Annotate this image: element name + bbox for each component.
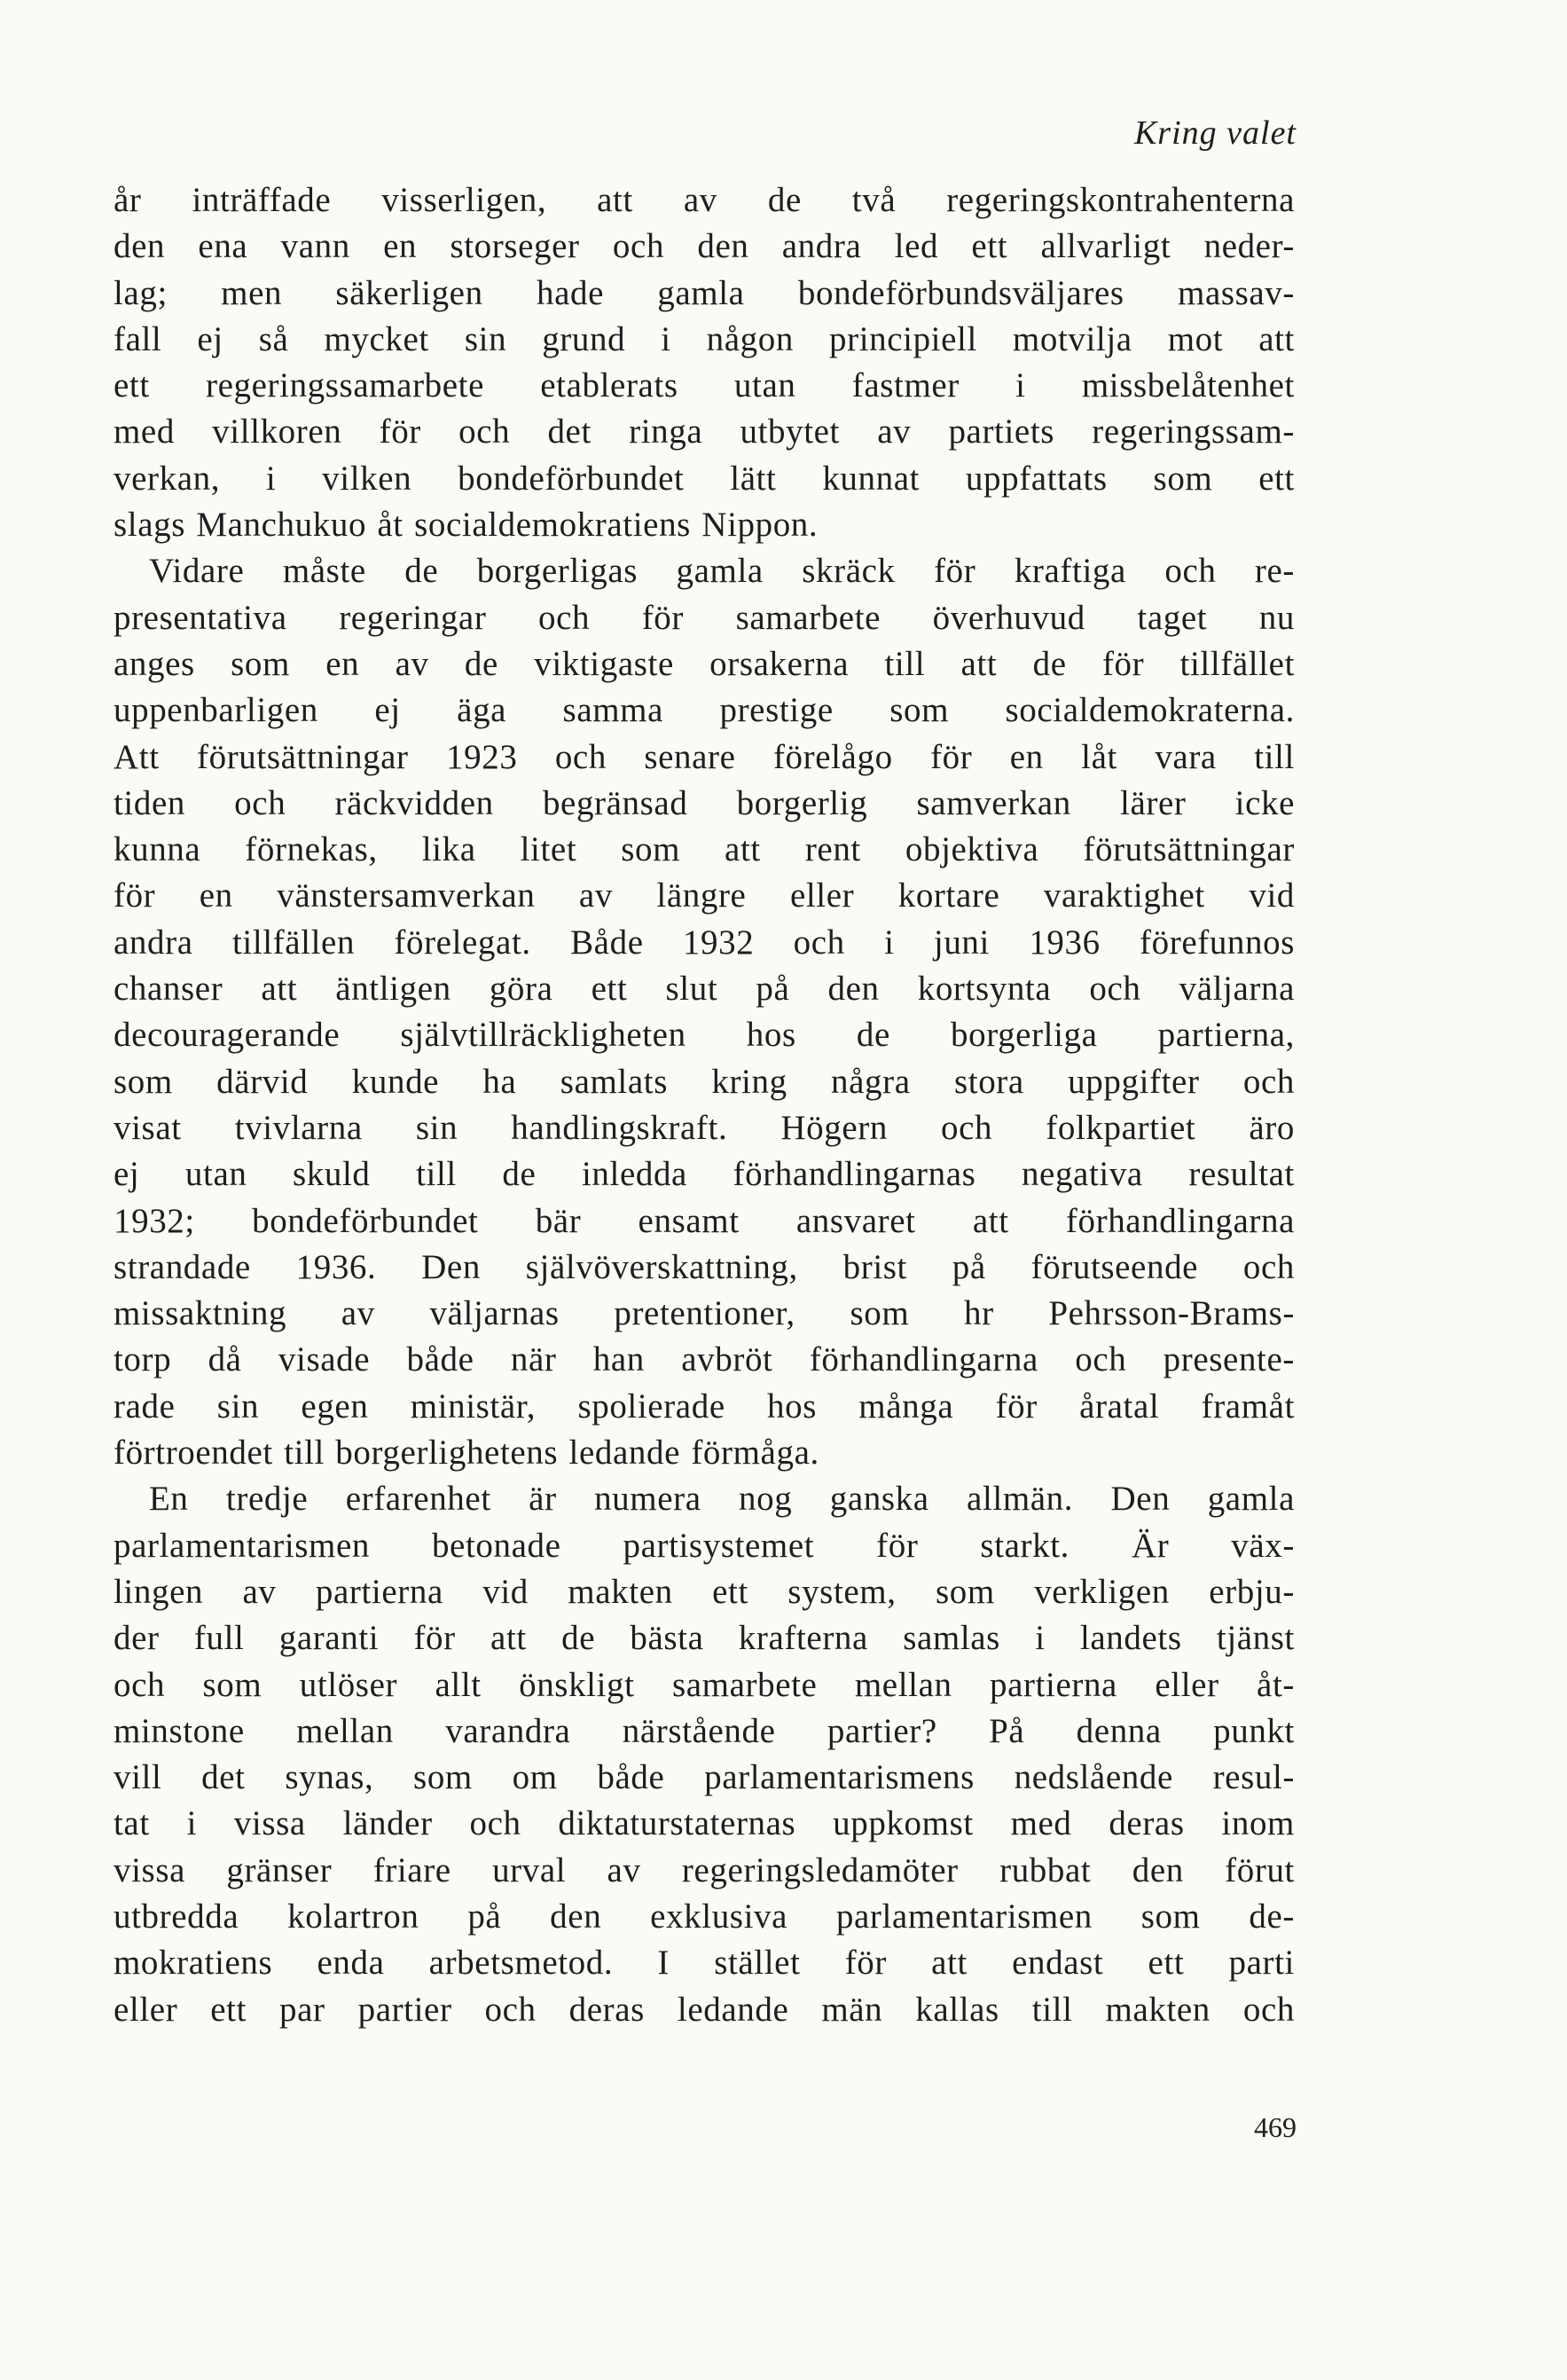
text-line: förtroendet till borgerlighetens ledande förmåga. [114, 1433, 819, 1473]
text-line: missaktning av väljarnas pretentioner, som hr Pehrsson-Brams- [114, 1294, 1295, 1333]
text-line: vissa gränser friare urval av regeringsledamöter rubbat den förut [114, 1850, 1295, 1889]
running-header: Kring valet [1133, 114, 1297, 152]
text-line: för en vänstersamverkan av längre eller kortare varaktighet vid [114, 876, 1295, 915]
text-line: verkan, i vilken bondeförbundet lätt kunnat uppfattats som ett [114, 459, 1295, 498]
text-line: chanser att äntligen göra ett slut på den kortsynta och väljarna [114, 970, 1295, 1009]
text-line: fall ej så mycket sin grund i någon principiell motvilja mot att [114, 319, 1295, 358]
text-line: anges som en av de viktigaste orsakerna till att de för tillfället [114, 644, 1295, 683]
text-line: parlamentarismen betonade partisystemet för starkt. Är väx- [114, 1526, 1295, 1565]
text-line: den ena vann en storseger och den andra led ett allvarligt neder- [114, 227, 1295, 266]
text-line: strandade 1936. Den självöverskattning, brist på förutseende och [114, 1247, 1295, 1286]
text-line: minstone mellan varandra närstående partier? På denna punkt [114, 1711, 1295, 1750]
text-line: utbredda kolartron på den exklusiva parlamentarismen som de- [114, 1897, 1295, 1936]
text-line: lag; men säkerligen hade gamla bondeförbundsväljares massav- [114, 273, 1295, 312]
page-number: 469 [1254, 2111, 1297, 2143]
paragraph [114, 1476, 1295, 2033]
text-line: 1932; bondeförbundet bär ensamt ansvaret att förhandlingarna [114, 1201, 1295, 1240]
text-line: En tredje erfarenhet är numera nog ganska allmän. Den gamla [149, 1480, 1295, 1519]
text-line: lingen av partierna vid makten ett system, som verkligen erbju- [114, 1572, 1295, 1611]
text-line: decouragerande självtillräckligheten hos de borgerliga partierna, [114, 1016, 1295, 1055]
body-text [114, 177, 1295, 2033]
text-line: mokratiens enda arbetsmetod. I stället för att endast ett parti [114, 1944, 1295, 1983]
text-line: ett regeringssamarbete etablerats utan fastmer i missbelåtenhet [114, 366, 1295, 405]
text-line: rade sin egen ministär, spolierade hos många för åratal framåt [114, 1386, 1295, 1426]
text-line: torp då visade både när han avbröt förhandlingarna och presente- [114, 1340, 1295, 1379]
paragraph [114, 548, 1295, 1476]
text-line: tiden och räckvidden begränsad borgerlig samverkan lärer icke [114, 783, 1295, 822]
text-line: tat i vissa länder och diktaturstaternas uppkomst med deras inom [114, 1804, 1295, 1843]
text-line: presentativa regeringar och för samarbete överhuvud taget nu [114, 598, 1295, 637]
text-line: med villkoren för och det ringa utbytet av partiets regeringssam- [114, 412, 1295, 452]
text-line: slags Manchukuo åt socialdemokratiens Nippon. [114, 506, 819, 545]
text-line: år inträffade visserligen, att av de två regeringskontrahenterna [114, 181, 1295, 219]
text-line: Vidare måste de borgerligas gamla skräck för kraftiga och re- [149, 552, 1295, 591]
text-line: uppenbarligen ej äga samma prestige som socialdemokraterna. [114, 691, 1295, 730]
text-line: och som utlöser allt önskligt samarbete mellan partierna eller åt- [114, 1665, 1295, 1704]
text-line: visat tvivlarna sin handlingskraft. Högern och folkpartiet äro [114, 1108, 1295, 1147]
text-line: eller ett par partier och deras ledande män kallas till makten och [114, 1990, 1295, 2029]
text-line: andra tillfällen förelegat. Både 1932 och i juni 1936 förefunnos [114, 923, 1295, 962]
text-line: som därvid kunde ha samlats kring några stora uppgifter och [114, 1062, 1295, 1101]
paragraph [114, 177, 1295, 548]
text-line: kunna förnekas, lika litet som att rent objektiva förutsättningar [114, 830, 1295, 869]
text-line: der full garanti för att de bästa krafterna samlas i landets tjänst [114, 1619, 1295, 1658]
text-line: Att förutsättningar 1923 och senare förelågo för en låt vara till [114, 737, 1295, 776]
text-line: vill det synas, som om både parlamentarismens nedslående resul- [114, 1758, 1295, 1797]
text-line: ej utan skuld till de inledda förhandlingarnas negativa resultat [114, 1155, 1295, 1194]
